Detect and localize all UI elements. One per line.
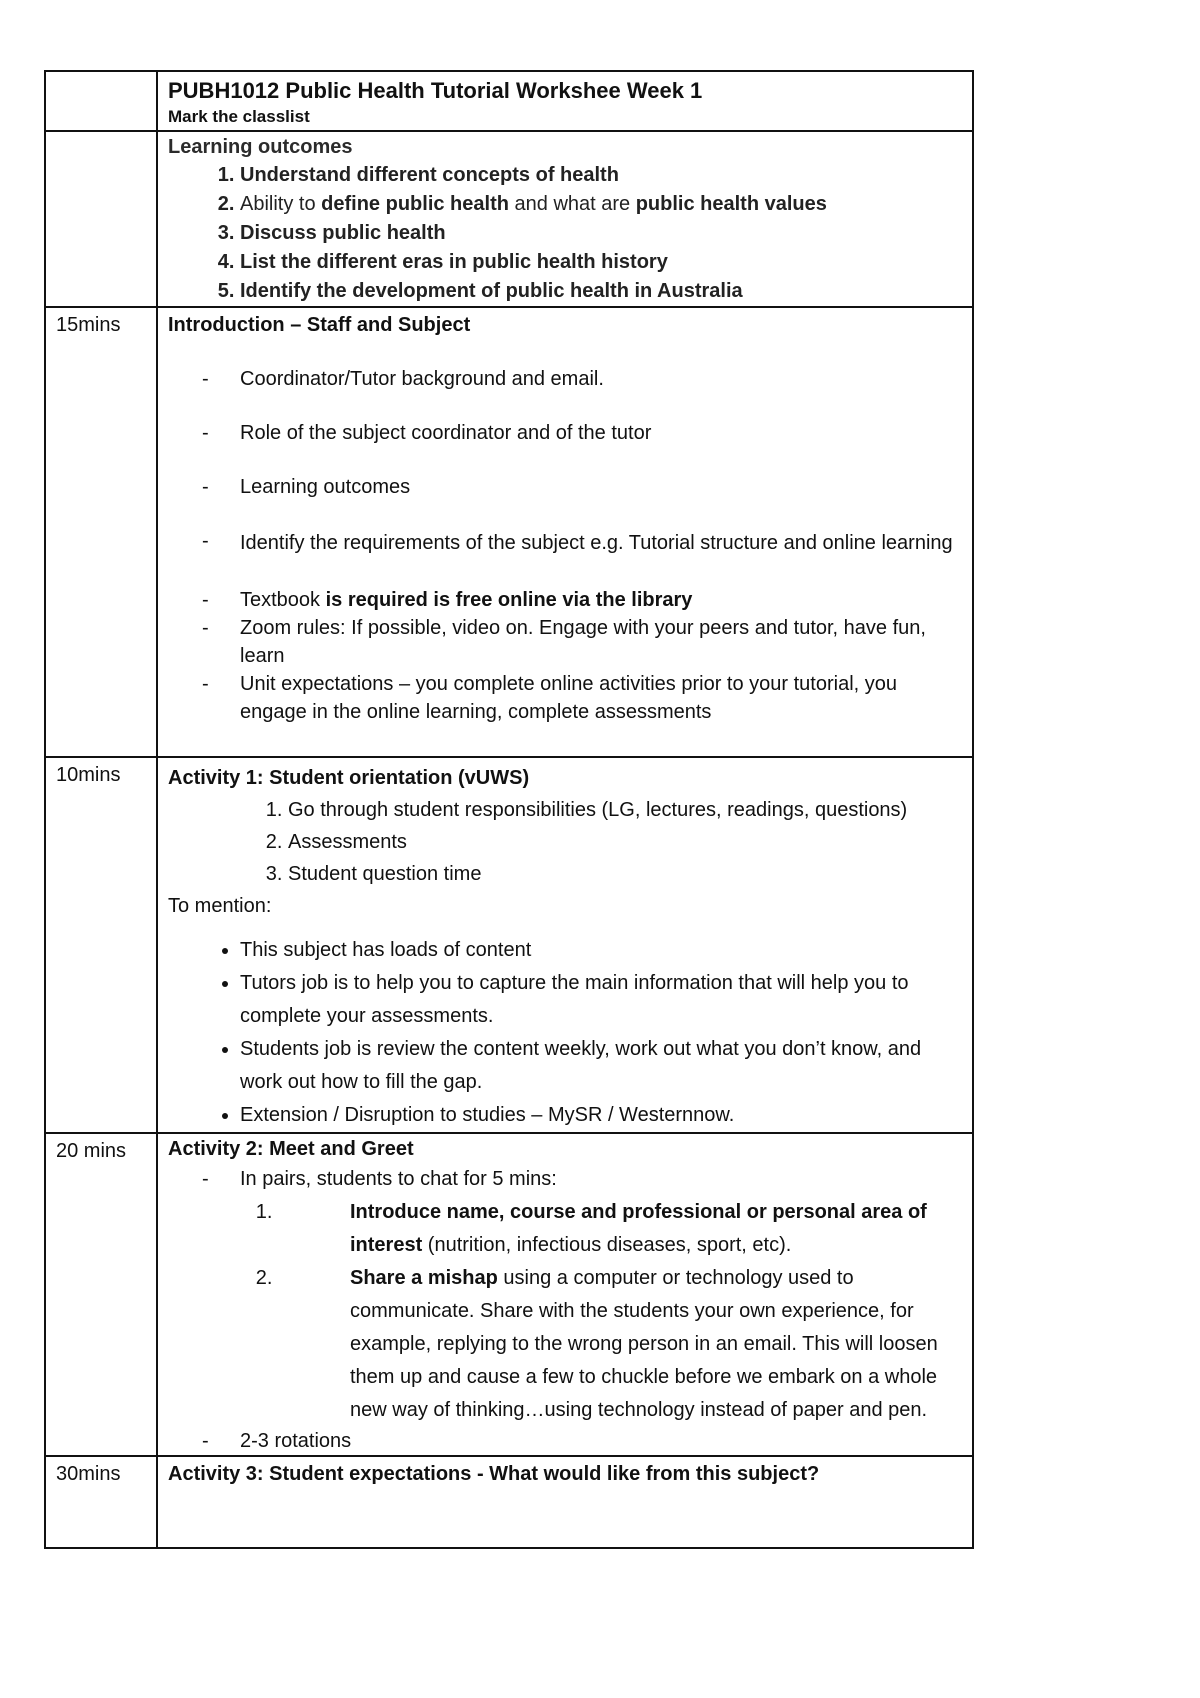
document-title: PUBH1012 Public Health Tutorial Workshee Week 1: [168, 78, 703, 103]
list-item: • Tutors job is to help you to capture the main information that will help you to complete your assessments.: [240, 967, 962, 1033]
time-cell: 20 mins: [45, 1133, 157, 1456]
outcomes-row: [45, 131, 973, 307]
list-item: - Zoom rules: If possible, video on. Engage with your peers and tutor, have fun, learn: [202, 617, 926, 667]
list-item: 2. Assessments: [288, 826, 962, 858]
activity1-bullets: [168, 934, 962, 1132]
list-item: - Role of the subject coordinator and of the tutor: [202, 422, 652, 444]
time-cell: 15mins: [45, 307, 157, 757]
outcome-item: 2. Ability to define public health and what are public health values: [240, 190, 962, 219]
list-item: - Textbook is required is free online via the library: [202, 589, 693, 611]
list-item: - 2-3 rotations: [202, 1430, 352, 1452]
mention-label: To mention:: [168, 895, 272, 917]
list-item: - In pairs, students to chat for 5 mins: 1. Introduce name, course and professional or personal area of interest (nutrition, infectious diseases, sport, etc). 2. Share a mishap using a computer or technology used to communicate. Share with the students your own experience, for example, replying to the wrong person in an email. This will loosen them up and cause a few to chuckle before we embark on a whole new way of thinking…using technology instead of paper and pen.: [168, 1163, 962, 1427]
activity2-list: [168, 1163, 962, 1455]
list-item: 3. Student question time: [288, 858, 962, 890]
outcomes-cell: [157, 131, 973, 307]
worksheet-table: [44, 70, 974, 1549]
intro-heading: Introduction – Staff and Subject: [168, 314, 471, 336]
outcome-item: 4. List the different eras in public health history: [240, 248, 962, 277]
header-cell: [157, 71, 973, 131]
intro-row: [45, 307, 973, 757]
list-item: 1. Go through student responsibilities (LG, lectures, readings, questions): [288, 794, 962, 826]
outcomes-list: [168, 161, 962, 306]
time-cell-empty: [45, 71, 157, 131]
header-row: [45, 71, 973, 131]
list-item: - Unit expectations – you complete online activities prior to your tutorial, you engage in the online learning, complete assessments: [202, 673, 898, 723]
activity1-steps: [168, 794, 962, 890]
outcome-item: 1. Understand different concepts of health: [240, 161, 962, 190]
time-cell-empty: [45, 131, 157, 307]
activity2-steps: [240, 1196, 962, 1427]
activity2-heading: Activity 2: Meet and Greet: [168, 1138, 414, 1160]
list-item: 1. Introduce name, course and professional or personal area of interest (nutrition, infectious diseases, sport, etc).: [278, 1196, 962, 1262]
activity2-row: [45, 1133, 973, 1456]
activity3-heading: Activity 3: Student expectations - What would like from this subject?: [168, 1463, 820, 1485]
intro-cell: [157, 307, 973, 757]
list-item: - Coordinator/Tutor background and email.: [202, 368, 604, 390]
time-cell: 30mins: [45, 1456, 157, 1548]
activity3-row: [45, 1456, 973, 1548]
document-subtitle: Mark the classlist: [168, 107, 310, 126]
activity1-row: [45, 757, 973, 1133]
list-item: - Identify the requirements of the subject e.g. Tutorial structure and online learning: [202, 530, 953, 554]
list-item: - Learning outcomes: [202, 476, 411, 498]
list-item: • This subject has loads of content: [240, 934, 962, 967]
intro-list: [168, 365, 962, 726]
list-item: • Extension / Disruption to studies – MySR / Westernnow.: [240, 1099, 962, 1132]
outcome-item: 5. Identify the development of public health in Australia: [240, 277, 962, 306]
list-item: 2. Share a mishap using a computer or technology used to communicate. Share with the students your own experience, for example, replying to the wrong person in an email. This will loosen them up and cause a few to chuckle before we embark on a whole new way of thinking…using technology instead of paper and pen.: [278, 1262, 962, 1427]
outcome-item: 3. Discuss public health: [240, 219, 962, 248]
activity1-heading: Activity 1: Student orientation (vUWS): [168, 767, 530, 789]
time-cell: 10mins: [45, 757, 157, 1133]
outcomes-heading: Learning outcomes: [168, 136, 353, 158]
activity3-cell: [157, 1456, 973, 1548]
activity1-cell: [157, 757, 973, 1133]
list-item: • Students job is review the content weekly, work out what you don’t know, and work out how to fill the gap.: [240, 1033, 962, 1099]
activity2-cell: [157, 1133, 973, 1456]
